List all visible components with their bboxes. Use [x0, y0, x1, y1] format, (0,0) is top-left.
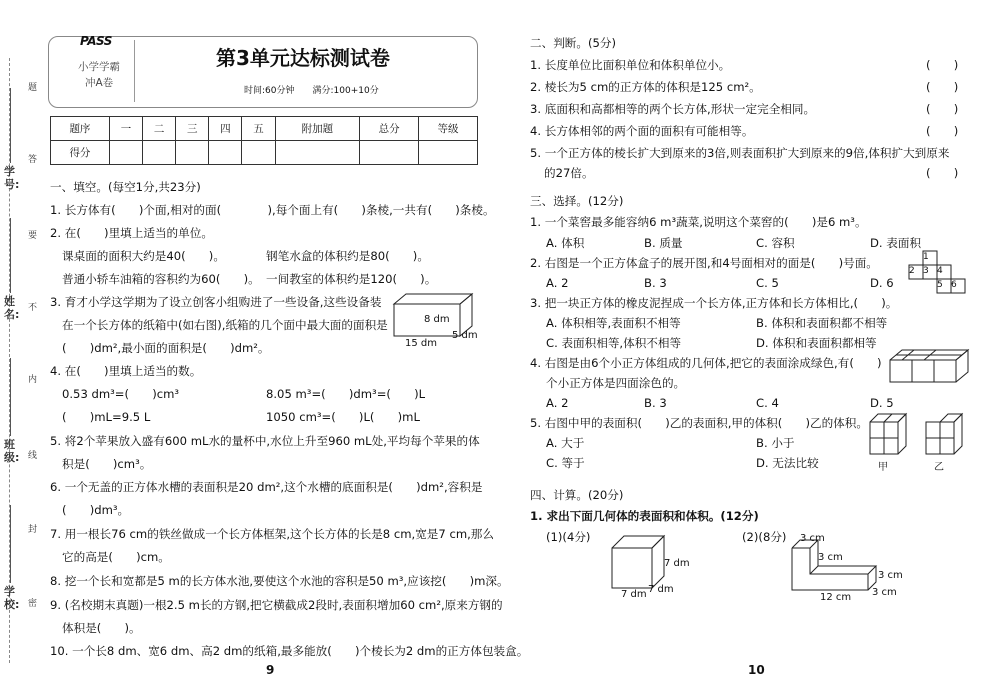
net-face-2: 2 — [909, 266, 915, 276]
shape-dim-top: 3 cm — [800, 533, 825, 544]
box-length-label: 15 dm — [405, 338, 437, 349]
fold-char: 题 — [28, 83, 38, 93]
net-face-4: 4 — [937, 266, 943, 276]
score-table — [50, 116, 478, 165]
section-calc-title: 四、计算。(20分) — [530, 488, 624, 502]
choice-5-option-c[interactable]: C. 等于 — [546, 456, 585, 470]
cube-length-label: 7 dm — [621, 589, 647, 600]
student-id-label: 学号: — [4, 165, 20, 191]
judge-1: 1. 长度单位比面积单位和体积单位小。 — [530, 58, 731, 72]
choice-2-option-d[interactable]: D. 6 — [870, 276, 894, 290]
calc-1-part1: (1)(4分) — [546, 530, 591, 544]
score-cell[interactable] — [109, 141, 142, 165]
score-cell[interactable] — [419, 141, 478, 165]
score-row-label: 得分 — [51, 141, 110, 165]
score-cell[interactable] — [143, 141, 176, 165]
exam-meta: 时间:60分钟 满分:100+10分 — [244, 86, 379, 96]
pass-logo: PASS — [80, 34, 112, 48]
fold-char: 不 — [28, 303, 38, 313]
choice-1: 1. 一个菜窖最多能容纳6 m³蔬菜,说明这个菜窖的( )是6 m³。 — [530, 215, 867, 229]
series-name: 小学学霸 — [78, 61, 120, 73]
fold-char: 要 — [28, 231, 38, 241]
class-label: 班级: — [4, 438, 20, 464]
score-cell[interactable] — [275, 141, 360, 165]
judge-5-line1: 5. 一个正方体的棱长扩大到原来的3倍,则表面积扩大到原来的9倍,体积扩大到原来 — [530, 146, 950, 160]
choice-5-option-b[interactable]: B. 小于 — [756, 436, 795, 450]
student-id-field[interactable] — [10, 88, 11, 163]
net-face-1: 1 — [923, 252, 929, 262]
shape-dim-right: 3 cm — [878, 570, 903, 581]
question-2: 2. 在( )里填上适当的单位。 — [50, 226, 213, 240]
choice-4-option-a[interactable]: A. 2 — [546, 396, 569, 410]
choice-5-option-d[interactable]: D. 无法比较 — [756, 456, 819, 470]
score-header-cell: 四 — [209, 117, 242, 141]
question-1: 1. 长方体有( )个面,相对的面( ),每个面上有( )条棱,一共有( )条棱。 — [50, 203, 495, 217]
choice-3-option-a[interactable]: A. 体积相等,表面积不相等 — [546, 316, 681, 330]
net-face-5: 5 — [937, 280, 943, 290]
cube-height-label: 7 dm — [664, 558, 690, 569]
score-header-cell: 一 — [109, 117, 142, 141]
question-9-line2: 体积是( )。 — [62, 621, 141, 635]
question-10: 10. 一个长8 dm、宽6 dm、高2 dm的纸箱,最多能放( )个棱长为2 dm的正方体包装盒。 — [50, 644, 529, 658]
choice-5: 5. 右图中甲的表面积( )乙的表面积,甲的体积( )乙的体积。 — [530, 416, 868, 430]
page-title: 第3单元达标测试卷 — [216, 46, 390, 70]
calc-1-part2: (2)(8分) — [742, 530, 787, 544]
choice-2: 2. 右图是一个正方体盒子的展开图,和4号面相对的面是( )号面。 — [530, 256, 878, 270]
section-choice-title: 三、选择。(12分) — [530, 194, 624, 208]
choice-2-option-c[interactable]: C. 5 — [756, 276, 779, 290]
choice-4-line1: 4. 右图是由6个小正方体组成的几何体,把它的表面涂成绿色,有( ) — [530, 356, 882, 370]
yi-label: 乙 — [934, 462, 944, 473]
question-8: 8. 挖一个长和宽都是5 m的长方体水池,要使这个水池的容积是50 m³,应该挖( )m深。 — [50, 574, 509, 588]
question-2a: 课桌面的面积大约是40( )。 — [62, 249, 225, 263]
jia-label: 甲 — [878, 462, 888, 473]
page-number-right: 10 — [748, 663, 765, 677]
choice-4-option-c[interactable]: C. 4 — [756, 396, 779, 410]
choice-4-line2: 个小正方体是四面涂色的。 — [546, 376, 686, 390]
header-divider — [134, 40, 135, 102]
question-4a: 0.53 dm³=( )cm³ — [62, 387, 180, 401]
score-header-cell: 附加题 — [275, 117, 360, 141]
question-9-line1: 9. (名校期末真题)一根2.5 m长的方钢,把它横截成2段时,表面积增加60 cm²,原来方钢的 — [50, 598, 503, 612]
net-face-3: 3 — [923, 266, 929, 276]
shape-dim-length: 12 cm — [820, 592, 852, 603]
score-cell[interactable] — [209, 141, 242, 165]
answer-paren[interactable]: ( ) — [926, 124, 959, 138]
question-3-line3: ( )dm²,最小面的面积是( )dm²。 — [62, 341, 270, 355]
score-header-cell: 等级 — [419, 117, 478, 141]
fold-char: 线 — [28, 451, 38, 461]
net-face-6: 6 — [951, 280, 957, 290]
choice-1-option-c[interactable]: C. 容积 — [756, 236, 795, 250]
section-fill-title: 一、填空。(每空1分,共23分) — [50, 180, 201, 194]
choice-2-option-a[interactable]: A. 2 — [546, 276, 569, 290]
section-judge-title: 二、判断。(5分) — [530, 36, 616, 50]
box-height-label: 8 dm — [424, 314, 450, 325]
score-header-cell: 五 — [242, 117, 275, 141]
answer-paren[interactable]: ( ) — [926, 58, 959, 72]
calc-1: 1. 求出下面几何体的表面积和体积。(12分) — [530, 509, 759, 523]
fold-char: 封 — [28, 525, 38, 535]
name-label: 姓名: — [4, 295, 20, 321]
six-cube-diagram — [888, 348, 970, 384]
choice-3: 3. 把一块正方体的橡皮泥捏成一个长方体,正方体和长方体相比,( )。 — [530, 296, 898, 310]
question-3-line2: 在一个长方体的纸箱中(如右图),纸箱的几个面中最大面的面积是 — [62, 318, 388, 332]
question-4: 4. 在( )里填上适当的数。 — [50, 364, 202, 378]
question-2d: 一间教室的体积约是120( )。 — [266, 272, 437, 286]
fold-char: 密 — [28, 599, 38, 609]
question-3-line1: 3. 育才小学这学期为了设立创客小组购进了一些设备,这些设备装 — [50, 295, 382, 309]
school-label: 学校: — [4, 585, 20, 611]
shape-dim-depth: 3 cm — [872, 587, 897, 598]
box-width-label: 5 dm — [452, 330, 478, 341]
jia-yi-diagram — [866, 408, 976, 458]
judge-5-line2: 的27倍。 — [544, 166, 594, 180]
fold-char: 内 — [28, 375, 38, 385]
choice-4-option-d[interactable]: D. 5 — [870, 396, 894, 410]
question-7-line2: 它的高是( )cm。 — [62, 550, 170, 564]
series-grade: 冲A卷 — [85, 77, 114, 89]
choice-3-option-b[interactable]: B. 体积和表面积都不相等 — [756, 316, 888, 330]
question-5-line2: 积是( )cm³。 — [62, 457, 152, 471]
score-header-cell: 二 — [143, 117, 176, 141]
school-field[interactable] — [10, 505, 11, 583]
choice-5-option-a[interactable]: A. 大于 — [546, 436, 585, 450]
judge-3: 3. 底面积和高都相等的两个长方体,形状一定完全相同。 — [530, 102, 816, 116]
fold-char: 答 — [28, 155, 38, 165]
choice-3-option-d[interactable]: D. 体积和表面积都相等 — [756, 336, 877, 350]
question-5-line1: 5. 将2个苹果放入盛有600 mL水的量杯中,水位上升至960 mL处,平均每个苹果的体 — [50, 434, 480, 448]
choice-1-option-b[interactable]: B. 质量 — [644, 236, 683, 250]
class-field[interactable] — [10, 358, 11, 436]
judge-2: 2. 棱长为5 cm的正方体的体积是125 cm²。 — [530, 80, 761, 94]
score-cell[interactable] — [242, 141, 275, 165]
question-4b: 8.05 m³=( )dm³=( )L — [266, 387, 426, 401]
score-header-cell: 总分 — [360, 117, 419, 141]
shape-dim-step: 3 cm — [818, 552, 843, 563]
question-2c: 普通小轿车油箱的容积约为60( )。 — [62, 272, 260, 286]
score-cell[interactable] — [176, 141, 209, 165]
cube-width-label: 7 dm — [648, 584, 674, 595]
question-4c: ( )mL=9.5 L — [62, 410, 151, 424]
question-7-line1: 7. 用一根长76 cm的铁丝做成一个长方体框架,这个长方体的长是8 cm,宽是7 cm,那么 — [50, 527, 494, 541]
question-4d: 1050 cm³=( )L( )mL — [266, 410, 420, 424]
answer-paren[interactable]: ( ) — [926, 166, 959, 180]
page-number-left: 9 — [266, 663, 275, 677]
score-cell[interactable] — [360, 141, 419, 165]
choice-1-option-d[interactable]: D. 表面积 — [870, 236, 922, 250]
choice-3-option-c[interactable]: C. 表面积相等,体积不相等 — [546, 336, 682, 350]
choice-4-option-b[interactable]: B. 3 — [644, 396, 667, 410]
answer-paren[interactable]: ( ) — [926, 102, 959, 116]
score-header-cell: 题序 — [51, 117, 110, 141]
choice-2-option-b[interactable]: B. 3 — [644, 276, 667, 290]
judge-4: 4. 长方体相邻的两个面的面积有可能相等。 — [530, 124, 754, 138]
choice-1-option-a[interactable]: A. 体积 — [546, 236, 585, 250]
score-header-cell: 三 — [176, 117, 209, 141]
question-6-line1: 6. 一个无盖的正方体水槽的表面积是20 dm²,这个水槽的底面积是( )dm²,容积是 — [50, 480, 483, 494]
answer-paren[interactable]: ( ) — [926, 80, 959, 94]
question-6-line2: ( )dm³。 — [62, 503, 130, 517]
question-2b: 钢笔水盒的体积约是80( )。 — [266, 249, 429, 263]
name-field[interactable] — [10, 218, 11, 293]
